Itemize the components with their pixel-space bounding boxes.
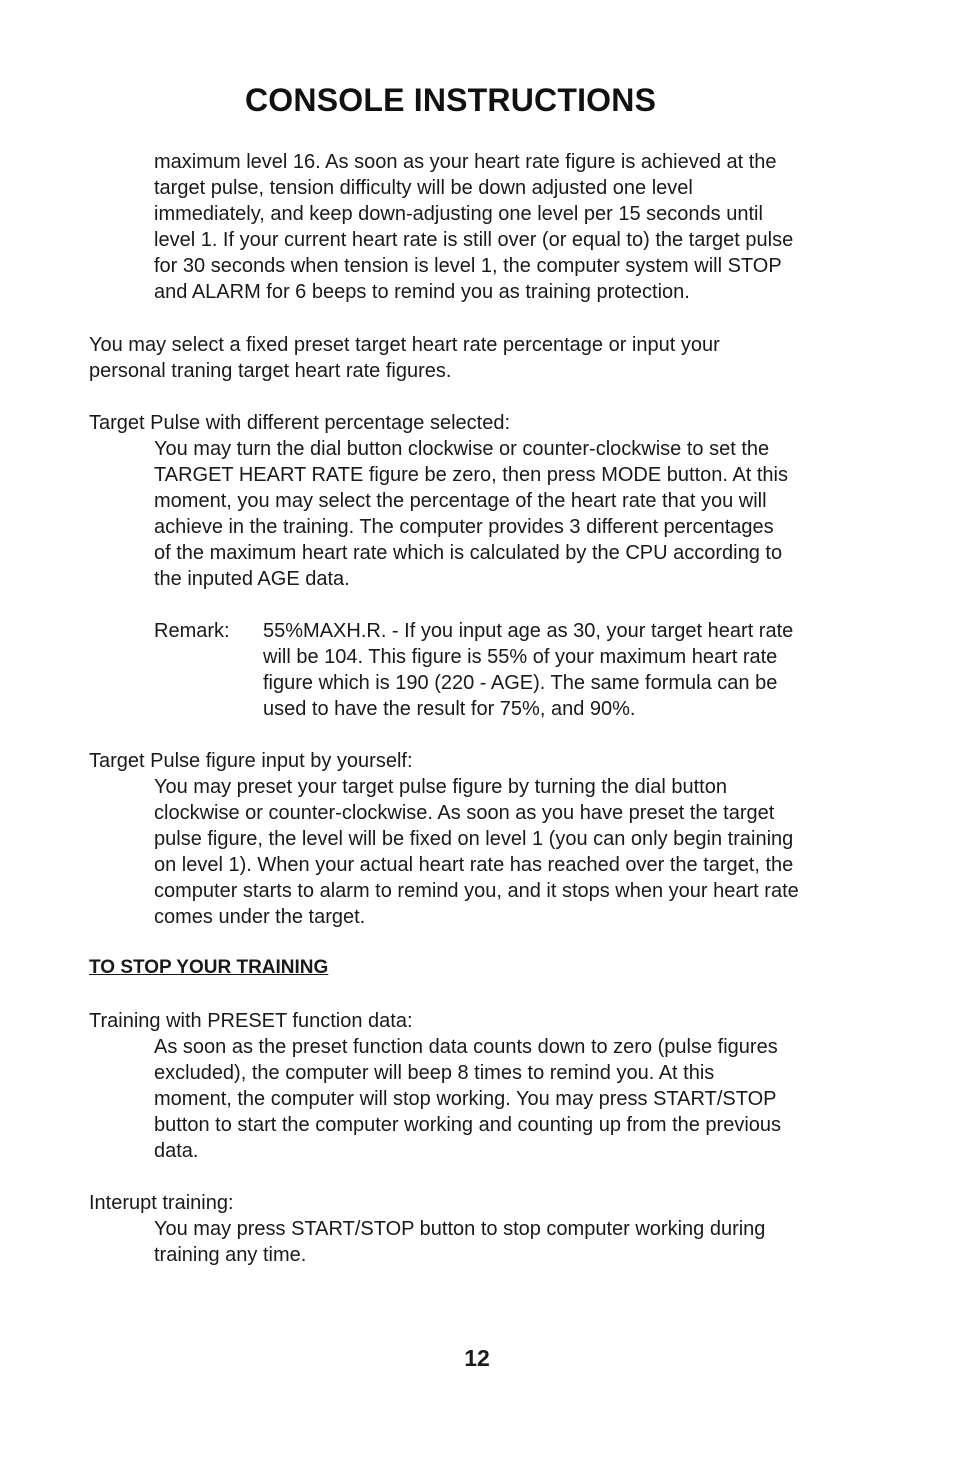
self-input-heading: Target Pulse figure input by yourself: [89, 750, 413, 772]
select-intro-paragraph: You may select a fixed preset target heart rate percentage or input your personal traning target heart rate figures. [89, 334, 720, 382]
stop-training-section-heading: TO STOP YOUR TRAINING [89, 957, 329, 978]
remark-label: Remark: [154, 620, 230, 642]
remark-body-paragraph: 55%MAXH.R. - If you input age as 30, your target heart rate will be 104. This figure is 55% of your maximum heart rate figure which is 190 (220 - AGE). The same formula can be used to have the result for 75%, and 90%. [263, 620, 794, 720]
interrupt-body-paragraph: You may press START/STOP button to stop computer working during training any time. [154, 1218, 766, 1266]
preset-body-paragraph: As soon as the preset function data counts down to zero (pulse figures excluded), the computer will beep 8 times to remind you. At this moment, the computer will stop working. You may press START/STOP button to start the computer working and counting up from the previous data. [154, 1036, 782, 1162]
preset-heading: Training with PRESET function data: [89, 1010, 413, 1032]
page-number: 12 [464, 1345, 490, 1371]
self-input-body-paragraph: You may preset your target pulse figure by turning the dial button clockwise or counter-clockwise. As soon as you have preset the target pulse figure, the level will be fixed on level 1 (you can only begin training on level 1). When your actual heart rate has reached over the target, the computer starts to alarm to remind you, and it stops when your heart rate comes under the target. [154, 776, 799, 928]
hr-control-paragraph: maximum level 16. As soon as your heart rate figure is achieved at the target pulse, tension difficulty will be down adjusted one level immediately, and keep down-adjusting one level per 15 seconds until level 1. If your current heart rate is still over (or equal to) the target pulse for 30 seconds when tension is level 1, the computer system will STOP and ALARM for 6 beeps to remind you as training protection. [154, 151, 794, 303]
page-title: CONSOLE INSTRUCTIONS [245, 82, 657, 118]
interrupt-heading: Interupt training: [89, 1192, 234, 1214]
percentage-heading: Target Pulse with different percentage selected: [89, 412, 510, 434]
percentage-body-paragraph: You may turn the dial button clockwise or counter-clockwise to set the TARGET HEART RATE figure be zero, then press MODE button. At this moment, you may select the percentage of the heart rate that you will achieve in the training. The computer provides 3 different percentages of the maximum heart rate which is calculated by the CPU according to the inputed AGE data. [154, 438, 788, 590]
